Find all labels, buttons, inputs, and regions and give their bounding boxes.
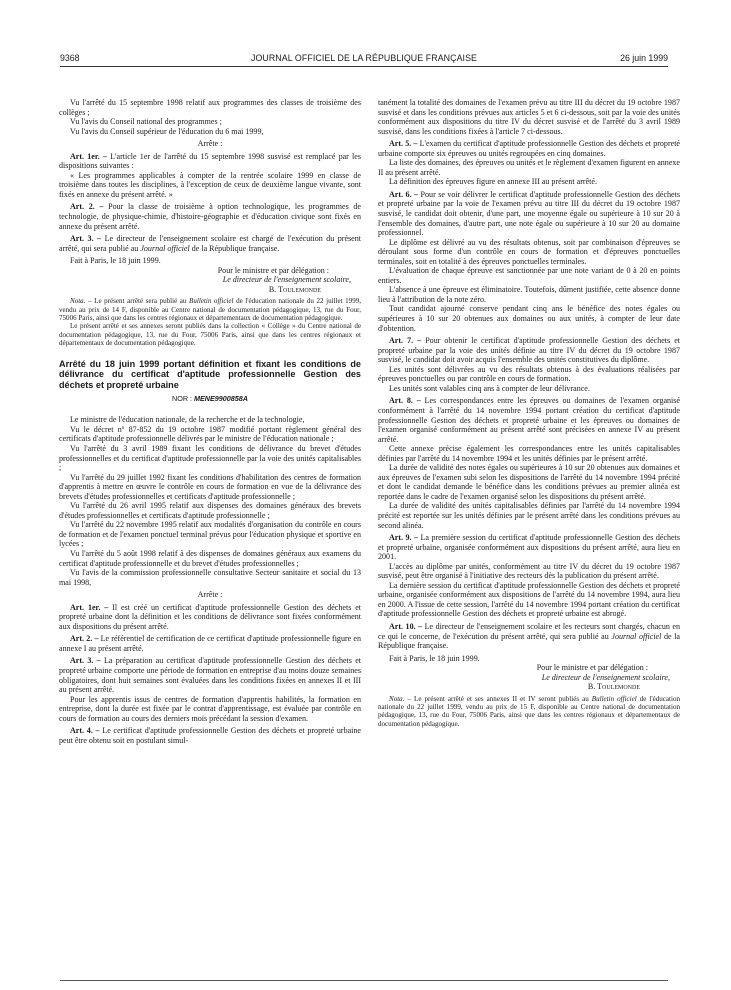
article-9-paragraph: La dernière session du certificat d'aptitude professionnelle Gestion des déchets et propreté urbaine, organisée conformément aux dispositions de l'arrêté du 14 novembre 1994, aura lieu en 2000. A l'issue de cette session, l'arrêté du 14 novembre 1994 portant création du certificat d'aptitude professionnelle Gestion des déchets et propreté urbaine est abrogé.: [378, 580, 680, 619]
minister-line: Le ministre de l'éducation nationale, de la recherche et de la technologie,: [70, 415, 305, 425]
article-text: L'examen du certificat d'aptitude professionnelle Gestion des déchets et propreté urbaine comporte six épreuves ou unités regroupées en cinq domaines.: [378, 139, 681, 158]
header-rule: [60, 66, 668, 67]
article-label: Art. 9. –: [389, 533, 419, 543]
footer-rule: [60, 980, 668, 981]
article-9: [378, 533, 680, 562]
arrete-heading: Arrête :: [197, 590, 223, 600]
signing-place-date: Fait à Paris, le 18 juin 1999.: [389, 653, 480, 663]
article-label: Art. 2. –: [70, 202, 104, 212]
article-4: [59, 726, 361, 745]
visa-paragraph: Vu l'arrêté du 15 septembre 1998 relatif aux programmes des classes de troisième des collèges ;: [59, 98, 361, 117]
visa-paragraph: Vu l'avis de la commission professionnelle consultative Secteur sanitaire et social du 13 mai 1998,: [59, 568, 361, 587]
article-text: Le directeur de l'enseignement scolaire est chargé de l'exécution du présent arrêté, qui sera publié au: [59, 234, 362, 253]
nor-code: MENE9900858A: [194, 393, 248, 403]
nota-note: [59, 297, 361, 347]
nor-reference: NOR : MENE9900858A: [172, 393, 248, 403]
signature-line: Pour le ministre et par délégation :: [536, 663, 648, 673]
visa-paragraph: Vu l'arrêté du 22 novembre 1995 relatif aux modalités d'organisation du contrôle en cours de formation et de l'examen ponctuel terminal prévus pour l'éducation physique et sportive en lycées ;: [59, 520, 361, 549]
article-6-paragraph: Tout candidat ajourné conserve pendant cinq ans le bénéfice des notes égales ou supérieures à 10 sur 20 obtenues aux domaines ou aux unités, à compter de leur date d'obtention.: [378, 304, 680, 333]
visa-paragraph: Vu l'avis du Conseil supérieur de l'éducation du 6 mai 1999,: [70, 126, 264, 136]
article-2: [59, 634, 361, 653]
article-text: Le référentiel de certification de ce certificat d'aptitude professionnelle figure en annexe I au présent arrêté.: [59, 634, 361, 653]
page-number: 9368: [60, 53, 80, 63]
article-text: Il est créé un certificat d'aptitude professionnelle Gestion des déchets et propreté urbaine dont la définition et les conditions de délivrance sont fixées conformément aux dispositions du présent arrêté.: [59, 602, 361, 631]
page-header: [60, 53, 668, 67]
article-text: La première session du certificat d'aptitude professionnelle Gestion des déchets et propreté urbaine, organisée conformément aux dispositions du présent arrêté, aura lieu en 2001.: [378, 533, 680, 562]
signature-name: B. Toulemonde: [268, 284, 321, 294]
journal-ref: Journal officiel: [140, 243, 190, 253]
article-1: [59, 603, 361, 632]
article-6-paragraph: L'absence à une épreuve est éliminatoire. Toutefois, dûment justifiée, cette absence donne lieu à l'attribution de la note zéro.: [378, 285, 680, 304]
visa-paragraph: Vu l'arrêté du 5 août 1998 relatif à des dispenses de domaines généraux aux examens du certificat d'aptitude professionnelle et du brevet d'études professionnelles ;: [59, 548, 361, 568]
signing-place-date: Fait à Paris, le 18 juin 1999.: [70, 256, 161, 266]
article-text: L'article 1er de l'arrêté du 15 septembre 1998 susvisé est remplacé par les dispositions suivantes :: [59, 151, 361, 171]
article-6-paragraph: L'évaluation de chaque épreuve est sanctionnée par une note variant de 0 à 20 en points entiers.: [378, 266, 680, 285]
article-8-paragraph: La durée de validité des unités capitalisables définies par l'arrêté du 14 novembre 1994 précité est reportée sur les unités définies par le présent arrêté dans les conditions prévues au second alinéa.: [378, 501, 680, 530]
nota-paragraph: Nota. – Le présent arrêté sera publié au Bulletin officiel de l'éducation nationale du 22 juillet 1999, vendu au prix de 14 F, disponible au Centre national de documentation pédagogique, 13, rue du Four, 75006 Paris, ainsi que dans les centres régionaux et départementaux de documentation pédagogique.: [59, 297, 362, 322]
article-label: Art. 6. –: [389, 189, 419, 199]
nota-paragraph: Nota. – Le présent arrêté et ses annexes II et IV seront publiés au Bulletin officiel de l'éducation nationale du 22 juillet 1999, vendu au prix de 15 F, disponible au Centre national de documentation pédagogique, 13, rue du Four, 75006 Paris, ainsi que dans les centres régionaux et départementaux de documentation pédagogique.: [378, 694, 681, 728]
article-label: Art. 3. –: [70, 656, 101, 666]
article-5-paragraph: La définition des épreuves figure en annexe III au présent arrêté.: [389, 177, 598, 187]
article-1: [59, 152, 361, 171]
article-6: [378, 190, 680, 238]
arrete-heading: Arrête :: [197, 139, 223, 149]
nota-label: Nota.: [389, 694, 405, 703]
article-6-paragraph: Le diplôme est délivré au vu des résultats obtenus, soit par combinaison d'épreuves se déroulant sous forme d'un contrôle en cours de formation et d'épreuves ponctuelles terminales, soit en totalité à des épreuves ponctuelles terminales.: [378, 237, 680, 266]
left-column: [59, 98, 361, 745]
article-label: Art. 1er. –: [70, 602, 109, 612]
article-8-paragraph: Cette annexe précise également les correspondances entre les unités capitalisables définies par l'arrêté du 14 novembre 1994 et les unités définies par le présent arrêté.: [378, 444, 680, 463]
article-10: [378, 622, 680, 651]
article-8-paragraph: La durée de validité des notes égales ou supérieures à 10 sur 20 obtenues aux domaines et aux épreuves de l'examen subi selon les dispositions de l'arrêté du 14 novembre 1994 précité et dont le candidat demande le bénéfice dans les conditions prévues au premier alinéa est reportée dans le cadre de l'examen organisé selon les dispositions du présent arrêté.: [378, 463, 680, 501]
decree-title: Arrêté du 18 juin 1999 portant définition et fixant les conditions de délivrance du certificat d'aptitude professionnelle Gestion des déchets et propreté urbaine: [59, 359, 361, 390]
article-label: Art. 4. –: [70, 726, 100, 736]
article-label: Art. 10. –: [389, 621, 423, 631]
article-label: Art. 3. –: [70, 234, 102, 244]
visa-paragraph: Vu l'avis du Conseil national des programmes ;: [70, 117, 222, 127]
article-5-paragraph: La liste des domaines, des épreuves ou unités et le règlement d'examen figurent en annexe II au présent arrêté.: [378, 158, 680, 177]
article-label: Art. 1er. –: [70, 151, 107, 161]
article-text: Le directeur de l'enseignement scolaire et les recteurs sont chargés, chacun en ce qui le concerne, de l'exécution du présent arrêté, qui sera publié au: [378, 621, 680, 641]
article-7: [378, 336, 680, 365]
article-text: de la République française.: [378, 631, 681, 651]
nota-paragraph: Le présent arrêté et ses annexes seront publiés dans la collection « Collège » du Centre national de documentation pédagogique, 13, rue du Four, 75006 Paris, ainsi que dans les centres régionaux et départementaux de documentation pédagogique.: [59, 322, 361, 347]
nota-label: Nota.: [70, 297, 86, 306]
article-text: Pour la classe de troisième à option technologique, les programmes de technologie, de physique-chimie, d'histoire-géographie et d'éducation civique sont fixés en annexe du présent arrêté.: [59, 202, 362, 231]
article-7-paragraph: Les unités sont valables cinq ans à compter de leur délivrance.: [389, 383, 590, 393]
bulletin-ref: Bulletin officiel: [591, 694, 637, 703]
issue-date: 26 juin 1999: [620, 53, 668, 63]
journal-ref: Journal officiel: [611, 631, 662, 641]
article-1-quote: « Les programmes applicables à compter de la rentrée scolaire 1999 en classe de troisième dans toutes les disciplines, à l'exception de ceux de deuxième langue vivante, sont fixés en annexe du présent arrêté. »: [59, 170, 361, 199]
article-text: de la République française.: [189, 243, 280, 253]
article-4-continued: tanément la totalité des domaines de l'examen prévu au titre III du décret du 19 octobre 1987 susvisé et dans les conditions prévues aux articles 5 et 6 ci-dessous, soit par la voie des unités conformément aux dispositions du titre IV du décret susvisé et de l'arrêté du 3 avril 1989 susvisé, dans les conditions fixées à l'article 7 ci-dessous.: [378, 98, 680, 136]
article-5: [378, 139, 680, 158]
article-text: Pour se voir délivrer le certificat d'aptitude professionnelle Gestion des déchets et propreté urbaine par la voie de l'examen prévu au titre III du décret du 19 octobre 1987 susvisé, le candidat doit obtenir, d'une part, une moyenne égale ou supérieure à 10 sur 20 à l'ensemble des domaines, d'autre part, une note égale ou supérieure à 10 sur 20 au domaine professionnel.: [378, 189, 680, 238]
article-8: [378, 396, 680, 444]
signature-title: Le directeur de l'enseignement scolaire,: [222, 275, 351, 285]
article-9-paragraph: L'accès au diplôme par unités, conformément au titre IV du décret du 19 octobre 1987 susvisé, peut être organisé à l'initiative des recteurs dès la publication du présent arrêté.: [378, 561, 680, 581]
article-3-paragraph: Pour les apprentis issus de centres de formation d'apprentis habilités, la formation en entreprise, dont la durée est fixée par le contrat d'apprentissage, est évaluée par contrôle en cours de formation au cours des derniers mois précédant la session d'examen.: [59, 694, 361, 723]
journal-title: JOURNAL OFFICIEL DE LA RÉPUBLIQUE FRANÇAISE: [250, 53, 478, 63]
article-text: La préparation au certificat d'aptitude professionnelle Gestion des déchets et propreté urbaine comporte une période de formation en entreprise d'au moins douze semaines obligatoires, dont huit semaines sont évaluées dans les conditions fixées en annexes II et III au présent arrêté.: [59, 656, 361, 695]
article-2: [59, 202, 361, 231]
visa-paragraph: Vu le décret nº 87-852 du 19 octobre 1987 modifié portant règlement général des certificats d'aptitude professionnelle délivrés par le ministre de l'éducation nationale ;: [59, 424, 361, 444]
signature-title: Le directeur de l'enseignement scolaire,: [541, 672, 670, 682]
article-3: [59, 234, 361, 253]
article-label: Art. 5. –: [389, 139, 418, 149]
article-text: Pour obtenir le certificat d'aptitude professionnelle Gestion des déchets et propreté urbaine par la voie des unités définie au titre IV du décret du 19 octobre 1987 susvisé, le candidat doit avoir acquis l'ensemble des unités constitutives du diplôme.: [378, 336, 680, 365]
article-text: Le certificat d'aptitude professionnelle Gestion des déchets et propreté urbaine peut être obtenu soit en postulant simul-: [59, 726, 362, 745]
visa-paragraph: Vu l'arrêté du 3 avril 1989 fixant les conditions de délivrance du brevet d'études professionnelles et du certificat d'aptitude professionnelle par la voie des unités capitalisables ;: [59, 443, 361, 473]
article-label: Art. 2. –: [70, 634, 99, 644]
article-3: [59, 656, 361, 694]
right-column: [378, 98, 680, 728]
visa-paragraph: Vu l'arrêté du 29 juillet 1992 fixant les conditions d'habilitation des centres de formation d'apprentis à mettre en œuvre le contrôle en cours de formation en vue de la délivrance des brevets d'études professionnelles et certificats d'aptitude professionnelle ;: [59, 472, 361, 501]
signature-line: Pour le ministre et par délégation :: [217, 265, 329, 275]
nota-note: [378, 695, 680, 728]
article-label: Art. 7. –: [389, 336, 422, 346]
article-label: Art. 8. –: [389, 396, 421, 406]
article-text: Les correspondances entre les épreuves ou domaines de l'examen organisé conformément à l'arrêté du 14 novembre 1994 portant création du certificat d'aptitude professionnelle Gestion des déchets et propreté urbaine et les épreuves ou domaines de l'examen organisé conformément au présent arrêté sont précisées en annexe IV au présent arrêté.: [378, 396, 680, 444]
visa-paragraph: Vu l'arrêté du 26 avril 1995 relatif aux dispenses des domaines généraux des brevets d'études professionnelles et certificats d'aptitude professionnelle ;: [59, 501, 361, 520]
bulletin-ref: Bulletin officiel: [189, 297, 234, 306]
article-7-paragraph: Les unités sont délivrées au vu des résultats obtenus à des évaluations réalisées par épreuves ponctuelles ou par contrôle en cours de formation.: [378, 364, 680, 384]
signature-name: B. Toulemonde: [587, 682, 640, 692]
